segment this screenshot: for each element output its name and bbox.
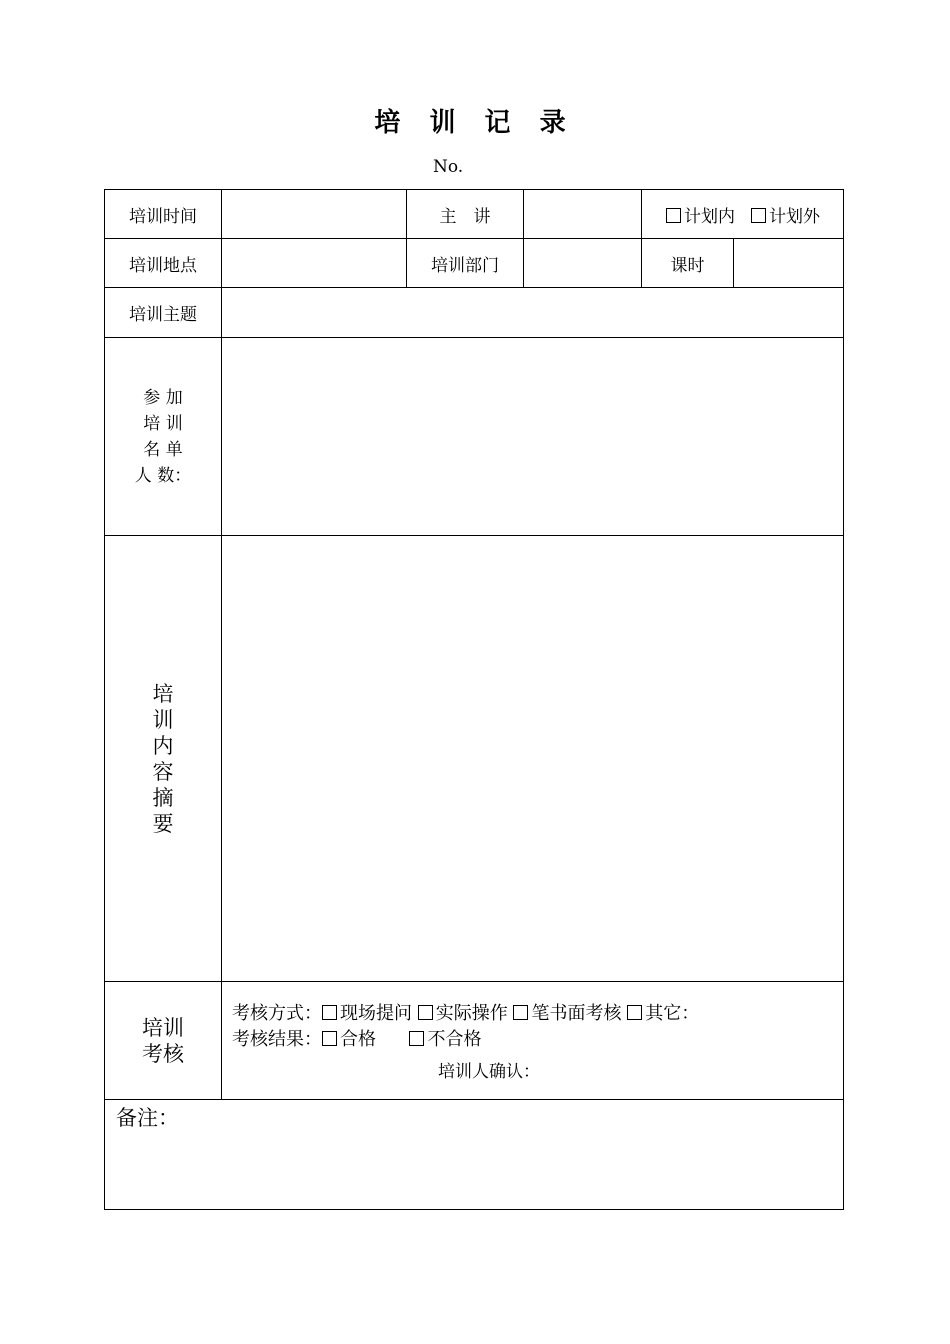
training-time-field[interactable]	[222, 189, 406, 239]
plan-out-option[interactable]	[751, 202, 820, 227]
participants-label-line: 人 数：	[134, 465, 192, 486]
content-summary-label	[104, 536, 222, 981]
method-option-label: 笔书面考核	[531, 1003, 622, 1024]
training-location-field[interactable]	[222, 239, 406, 287]
remarks-label: 备注：	[116, 1106, 179, 1130]
plan-in-option[interactable]	[666, 202, 735, 227]
result-option-label: 合格	[340, 1029, 376, 1050]
result-option-label: 不合格	[427, 1029, 482, 1050]
checkbox-icon[interactable]	[418, 1005, 433, 1020]
assessment-result-row	[232, 1027, 699, 1053]
method-option-label: 实际操作	[435, 1003, 508, 1024]
document-number-label: No.	[433, 157, 464, 177]
participants-field[interactable]	[222, 338, 844, 535]
participants-label-line: 名 单	[143, 439, 183, 460]
training-department-field[interactable]	[524, 239, 641, 287]
assessment-details	[232, 1001, 699, 1053]
method-option[interactable]	[627, 1003, 699, 1024]
checkbox-icon[interactable]	[409, 1031, 424, 1046]
checkbox-icon[interactable]	[513, 1005, 528, 1020]
plan-out-label: 计划外	[769, 206, 820, 227]
summary-label-char: 培	[152, 681, 174, 706]
assessment-label	[104, 982, 222, 1099]
method-option[interactable]	[513, 1003, 621, 1024]
assessment-label-line: 考核	[142, 1041, 184, 1066]
summary-label-char: 内	[152, 733, 174, 758]
training-department-label: 培训部门	[431, 255, 499, 276]
lecturer-field[interactable]	[524, 189, 641, 239]
training-location-label: 培训地点	[129, 255, 197, 276]
content-summary-field[interactable]	[222, 536, 844, 981]
assessment-label-line: 培训	[142, 1015, 184, 1040]
remarks-field[interactable]	[222, 1100, 844, 1208]
method-option[interactable]	[322, 1003, 412, 1024]
trainer-confirmation-label: 培训人确认：	[438, 1062, 540, 1082]
assessment-method-label: 考核方式：	[232, 1003, 322, 1024]
assessment-method-row	[232, 1001, 699, 1027]
participants-label	[104, 338, 222, 535]
summary-label-char: 训	[152, 707, 174, 732]
checkbox-icon[interactable]	[322, 1005, 337, 1020]
training-time-label: 培训时间	[129, 206, 197, 227]
result-option[interactable]	[322, 1029, 376, 1050]
participants-label-line: 培 训	[143, 413, 183, 434]
checkbox-icon[interactable]	[322, 1031, 337, 1046]
training-topic-label: 培训主题	[129, 305, 197, 325]
method-option-label: 其它：	[645, 1003, 700, 1024]
class-hours-field[interactable]	[734, 239, 844, 287]
training-topic-field[interactable]	[222, 288, 844, 337]
checkbox-icon[interactable]	[751, 208, 766, 223]
summary-label-char: 容	[152, 759, 174, 784]
assessment-result-label: 考核结果：	[232, 1029, 322, 1050]
plan-type-cell	[642, 189, 844, 239]
participants-label-line: 参 加	[143, 387, 183, 408]
checkbox-icon[interactable]	[627, 1005, 642, 1020]
method-option-label: 现场提问	[340, 1003, 412, 1024]
checkbox-icon[interactable]	[666, 208, 681, 223]
summary-label-char: 摘	[152, 785, 174, 810]
class-hours-label: 课时	[670, 255, 705, 276]
plan-in-label: 计划内	[684, 206, 735, 227]
form-title: 培 训 记 录	[374, 108, 576, 138]
training-record-form	[104, 189, 844, 1210]
summary-label-char: 要	[152, 811, 174, 836]
result-option[interactable]	[409, 1029, 481, 1050]
lecturer-label: 主 讲	[439, 206, 491, 227]
method-option[interactable]	[418, 1003, 508, 1024]
